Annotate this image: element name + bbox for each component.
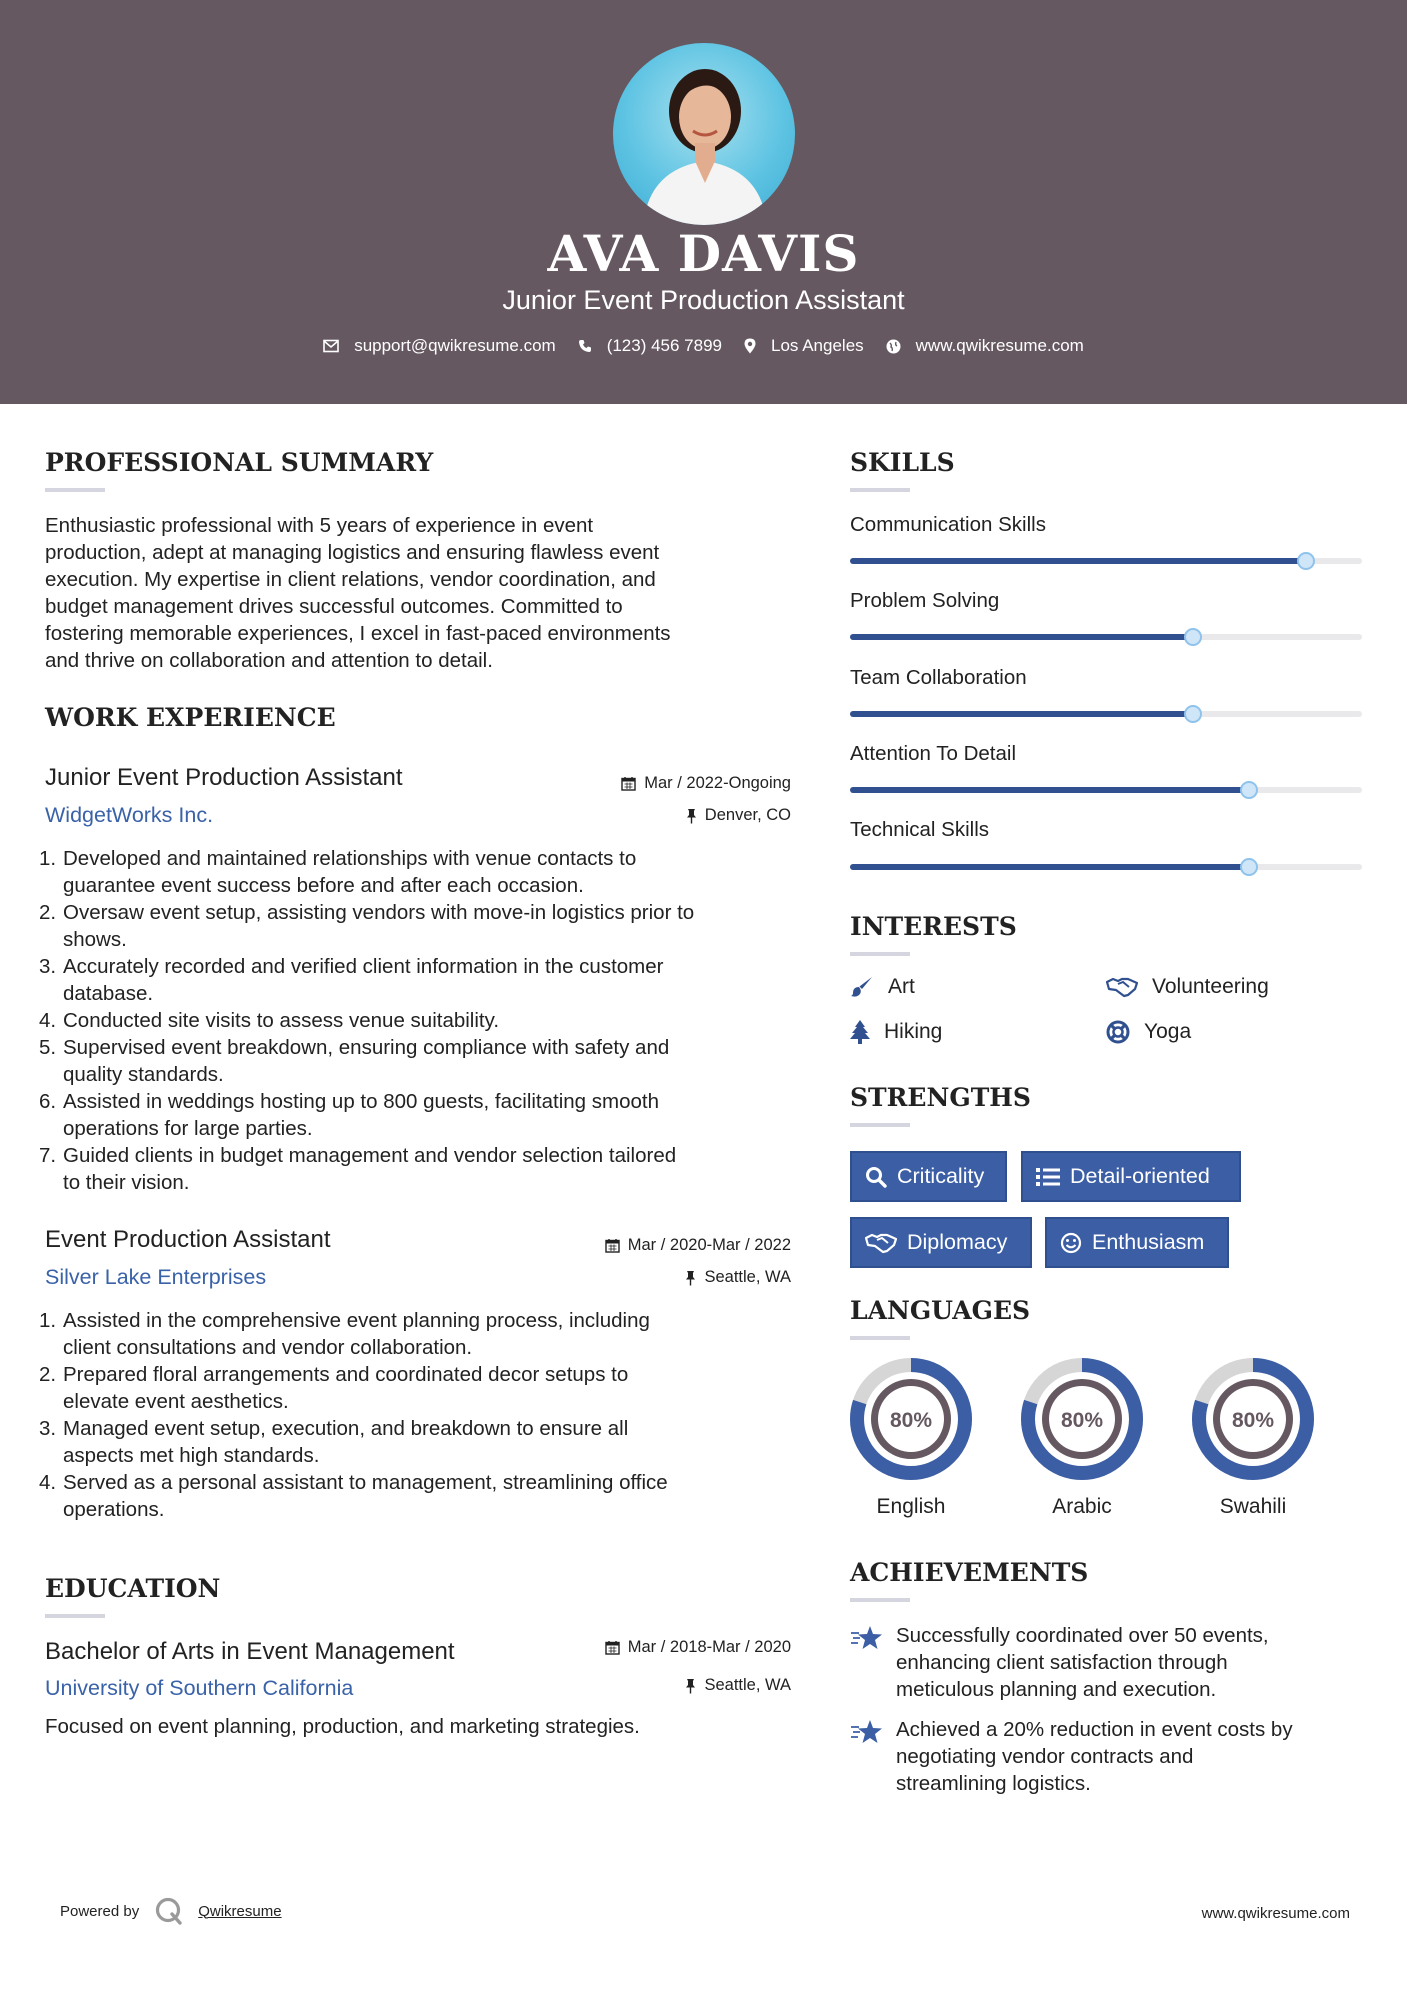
summary-line: budget management drives successful outcomes. Committed to (45, 595, 623, 618)
contact-phone-text: (123) 456 7899 (606, 336, 723, 355)
skill-label: Technical Skills (850, 818, 989, 841)
skills-heading: SKILLS (850, 448, 955, 477)
language-percent: 80% (1060, 1409, 1104, 1432)
footer-website-link[interactable]: www.qwikresume.com (1201, 1905, 1350, 1922)
calendar-icon (605, 1238, 620, 1253)
skill-label: Problem Solving (850, 589, 1000, 612)
contact-bar (0, 336, 1407, 356)
candidate-name: AVA DAVIS (547, 224, 860, 283)
phone-icon (578, 339, 592, 353)
list-item: 5. Supervised event breakdown, ensuring compliance with safety and quality standards. (39, 1036, 670, 1086)
list-icon (1036, 1167, 1060, 1187)
skill-bar-knob[interactable] (1297, 552, 1315, 570)
experience-heading: WORK EXPERIENCE (45, 703, 336, 732)
job-responsibilities (39, 845, 805, 1196)
achievements-heading-divider (850, 1598, 910, 1602)
language-progress-ring (1191, 1357, 1315, 1481)
skill-bar (850, 711, 1362, 717)
skill-bar (850, 558, 1362, 564)
summary-line: and thrive on collaboration and attention to detail. (45, 649, 493, 672)
language-percent: 80% (889, 1409, 933, 1432)
skill-bar-knob[interactable] (1240, 781, 1258, 799)
pushpin-icon (686, 808, 697, 824)
strength-chip (1021, 1151, 1241, 1202)
skill-bar-knob[interactable] (1184, 705, 1202, 723)
handshake-icon (865, 1232, 897, 1254)
language-progress-ring (849, 1357, 973, 1481)
tree-icon (850, 1020, 870, 1044)
summary-line: Enthusiastic professional with 5 years of experience in event (45, 514, 594, 537)
map-pin-icon (744, 338, 756, 354)
person-silhouette-icon (613, 43, 795, 225)
summary-line: production, adept at managing logistics and ensuring flawless event (45, 541, 660, 564)
language-progress-ring (1020, 1357, 1144, 1481)
calendar-icon (621, 776, 636, 791)
education-description: Focused on event planning, production, and marketing strategies. (45, 1715, 640, 1738)
strength-chip (850, 1217, 1032, 1268)
contact-phone[interactable] (578, 336, 722, 356)
globe-icon (886, 339, 901, 354)
strength-label: Enthusiasm (1092, 1230, 1205, 1254)
summary-heading: PROFESSIONAL SUMMARY (45, 448, 434, 477)
job-location (500, 806, 791, 825)
resume-header (0, 0, 1407, 404)
interest-item (1106, 975, 1269, 999)
achievement-text: Successfully coordinated over 50 events, enhancing client satisfaction through meticulous planning and execution. (896, 1624, 1269, 1701)
summary-heading-divider (45, 488, 105, 492)
job-title: Event Production Assistant (45, 1226, 331, 1253)
education-heading-divider (45, 1614, 105, 1618)
skill-bar (850, 634, 1362, 640)
achievement-text: Achieved a 20% reduction in event costs by negotiating vendor contracts and streamlining logistics. (896, 1718, 1293, 1795)
interest-label: Yoga (1144, 1020, 1192, 1043)
pushpin-icon (685, 1678, 696, 1694)
list-item: 1. Developed and maintained relationships with venue contacts to guarantee event success before and after each occasion. (39, 847, 637, 897)
job-dates-text: Mar / 2022-Ongoing (644, 774, 791, 792)
skill-bar-fill (850, 634, 1193, 640)
company-name[interactable]: Silver Lake Enterprises (45, 1265, 267, 1289)
interests-heading-divider (850, 952, 910, 956)
interest-item (850, 975, 915, 999)
achievements-heading: ACHIEVEMENTS (850, 1558, 1089, 1587)
interest-item (850, 1020, 942, 1044)
pushpin-icon (685, 1270, 696, 1286)
achievement-item (850, 1622, 1370, 1703)
strengths-heading: STRENGTHS (850, 1083, 1031, 1112)
list-item: 4. Conducted site visits to assess venue suitability. (39, 1009, 500, 1032)
skill-bar-fill (850, 711, 1193, 717)
search-icon (865, 1166, 887, 1188)
achievement-item (850, 1716, 1370, 1797)
skill-label: Attention To Detail (850, 742, 1017, 765)
skill-bar-fill (850, 787, 1249, 793)
handshake-icon (1106, 976, 1138, 998)
life-ring-icon (1106, 1020, 1130, 1044)
star-icon (850, 1625, 884, 1651)
qwikresume-logo-icon (154, 1896, 184, 1926)
strength-chip (850, 1151, 1007, 1202)
qwikresume-link[interactable]: Qwikresume (198, 1902, 282, 1920)
education-dates-text: Mar / 2018-Mar / 2020 (627, 1638, 791, 1656)
list-item: 4. Served as a personal assistant to management, streamlining office operations. (39, 1471, 668, 1521)
interest-label: Hiking (884, 1020, 943, 1043)
interest-item (1106, 1020, 1191, 1044)
language-percent: 80% (1231, 1409, 1275, 1432)
language-label: Arabic (1052, 1495, 1112, 1518)
strength-label: Detail-oriented (1070, 1164, 1210, 1188)
contact-email[interactable] (323, 336, 556, 356)
list-item: 3. Accurately recorded and verified client information in the customer database. (39, 955, 664, 1005)
star-icon (850, 1719, 884, 1745)
languages-heading-divider (850, 1336, 910, 1340)
list-item: 2. Prepared floral arrangements and coordinated decor setups to elevate event aesthetics. (39, 1363, 629, 1413)
language-label: English (876, 1495, 946, 1518)
contact-location-text: Los Angeles (771, 336, 864, 355)
education-heading: EDUCATION (45, 1574, 221, 1603)
contact-website[interactable] (886, 336, 1084, 356)
contact-website-text: www.qwikresume.com (915, 336, 1084, 355)
job-responsibilities (39, 1307, 805, 1523)
list-item: 2. Oversaw event setup, assisting vendors with move-in logistics prior to shows. (39, 901, 695, 951)
list-item: 6. Assisted in weddings hosting up to 800 guests, facilitating smooth operations for large parties. (39, 1090, 659, 1140)
skills-heading-divider (850, 488, 910, 492)
skill-bar (850, 864, 1362, 870)
skill-bar-fill (850, 558, 1306, 564)
envelope-icon (323, 339, 339, 353)
list-item: 7. Guided clients in budget management and vendor selection tailored to their vision. (39, 1144, 677, 1194)
company-name[interactable]: WidgetWorks Inc. (45, 803, 214, 827)
skill-bar-knob[interactable] (1184, 628, 1202, 646)
interest-label: Volunteering (1152, 975, 1269, 998)
paintbrush-icon (850, 976, 874, 998)
job-dates (500, 1236, 791, 1255)
candidate-job-title: Junior Event Production Assistant (502, 285, 905, 315)
list-item: 3. Managed event setup, execution, and breakdown to ensure all aspects met high standards. (39, 1417, 629, 1467)
powered-by-text: Powered by (60, 1902, 140, 1920)
skill-bar-knob[interactable] (1240, 858, 1258, 876)
powered-by (60, 1896, 282, 1926)
skill-label: Team Collaboration (850, 666, 1027, 689)
education-location-text: Seattle, WA (704, 1676, 791, 1694)
education-dates (500, 1638, 791, 1657)
skill-label: Communication Skills (850, 513, 1046, 536)
skill-bar (850, 787, 1362, 793)
job-location-text: Seattle, WA (704, 1268, 791, 1286)
summary-line: execution. My expertise in client relations, vendor coordination, and (45, 568, 656, 591)
skill-bar-fill (850, 864, 1249, 870)
degree-title: Bachelor of Arts in Event Management (45, 1638, 455, 1665)
contact-location (744, 336, 864, 356)
job-dates (500, 774, 791, 793)
interest-label: Art (888, 975, 915, 998)
job-location (500, 1268, 791, 1287)
job-title: Junior Event Production Assistant (45, 764, 403, 791)
school-name[interactable]: University of Southern California (45, 1676, 354, 1700)
education-location (500, 1676, 791, 1695)
strengths-heading-divider (850, 1123, 910, 1127)
strength-label: Criticality (897, 1164, 985, 1188)
summary-text (45, 512, 805, 674)
strength-chip (1045, 1217, 1229, 1268)
languages-heading: LANGUAGES (850, 1296, 1031, 1325)
contact-email-text: support@qwikresume.com (354, 336, 556, 355)
job-dates-text: Mar / 2020-Mar / 2022 (627, 1236, 791, 1254)
strength-label: Diplomacy (907, 1230, 1008, 1254)
summary-line: fostering memorable experiences, I excel in fast-paced environments (45, 622, 671, 645)
interests-heading: INTERESTS (850, 912, 1017, 941)
job-location-text: Denver, CO (704, 806, 791, 824)
profile-photo (613, 43, 795, 225)
calendar-icon (605, 1640, 620, 1655)
language-label: Swahili (1219, 1495, 1287, 1518)
smile-icon (1060, 1232, 1082, 1254)
list-item: 1. Assisted in the comprehensive event planning process, including client consultations and vendor collaboration. (39, 1309, 650, 1359)
